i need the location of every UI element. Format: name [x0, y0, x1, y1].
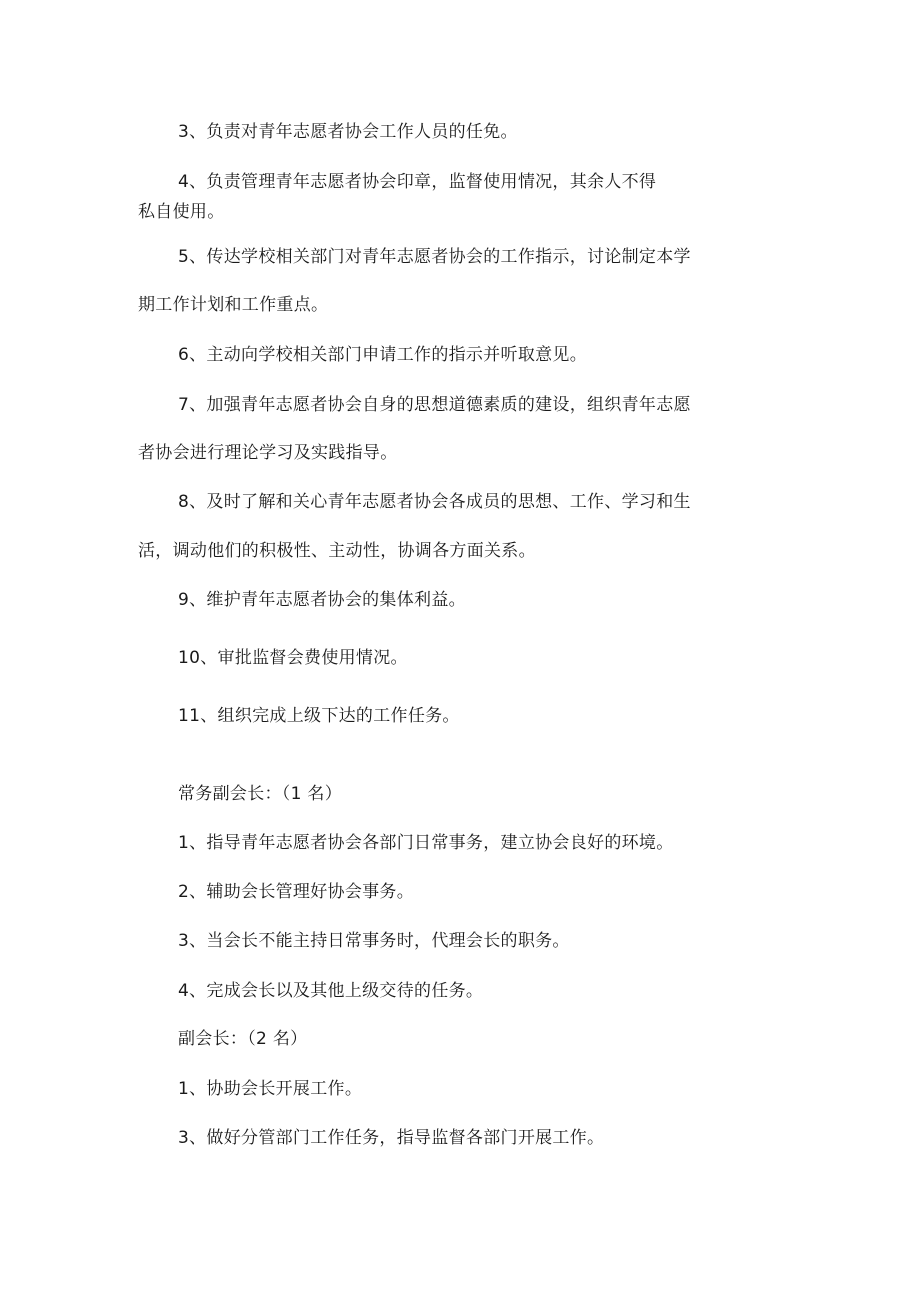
section-heading-vice-president: 副会长：（2 名） [178, 1029, 308, 1049]
text-line-10: 活，调动他们的积极性、主动性，协调各方面关系。 [138, 541, 536, 561]
text-line-6: 6、主动向学校相关部门申请工作的指示并听取意见。 [178, 345, 588, 365]
text-line-9: 8、及时了解和关心青年志愿者协会各成员的思想、工作、学习和生 [178, 492, 691, 512]
text-line-15: 1、指导青年志愿者协会各部门日常事务，建立协会良好的环境。 [178, 833, 674, 853]
text-line-1: 3、负责对青年志愿者协会工作人员的任免。 [178, 122, 518, 142]
section-heading-executive-vice-president: 常务副会长：（1 名） [178, 784, 343, 804]
text-line-12: 10、审批监督会费使用情况。 [178, 648, 408, 668]
text-line-18: 4、完成会长以及其他上级交待的任务。 [178, 981, 484, 1001]
text-line-7: 7、加强青年志愿者协会自身的思想道德素质的建设，组织青年志愿 [178, 395, 691, 415]
text-line-17: 3、当会长不能主持日常事务时，代理会长的职务。 [178, 931, 570, 951]
text-line-20: 1、协助会长开展工作。 [178, 1079, 363, 1099]
text-line-2: 4、负责管理青年志愿者协会印章，监督使用情况，其余人不得 [178, 172, 657, 192]
text-line-21: 3、做好分管部门工作任务，指导监督各部门开展工作。 [178, 1128, 605, 1148]
text-line-11: 9、维护青年志愿者协会的集体利益。 [178, 590, 466, 610]
text-line-3: 私自使用。 [138, 202, 225, 222]
text-line-4: 5、传达学校相关部门对青年志愿者协会的工作指示，讨论制定本学 [178, 247, 691, 267]
text-line-13: 11、组织完成上级下达的工作任务。 [178, 706, 460, 726]
text-line-16: 2、辅助会长管理好协会事务。 [178, 882, 415, 902]
text-line-5: 期工作计划和工作重点。 [138, 295, 329, 315]
text-line-8: 者协会进行理论学习及实践指导。 [138, 443, 398, 463]
